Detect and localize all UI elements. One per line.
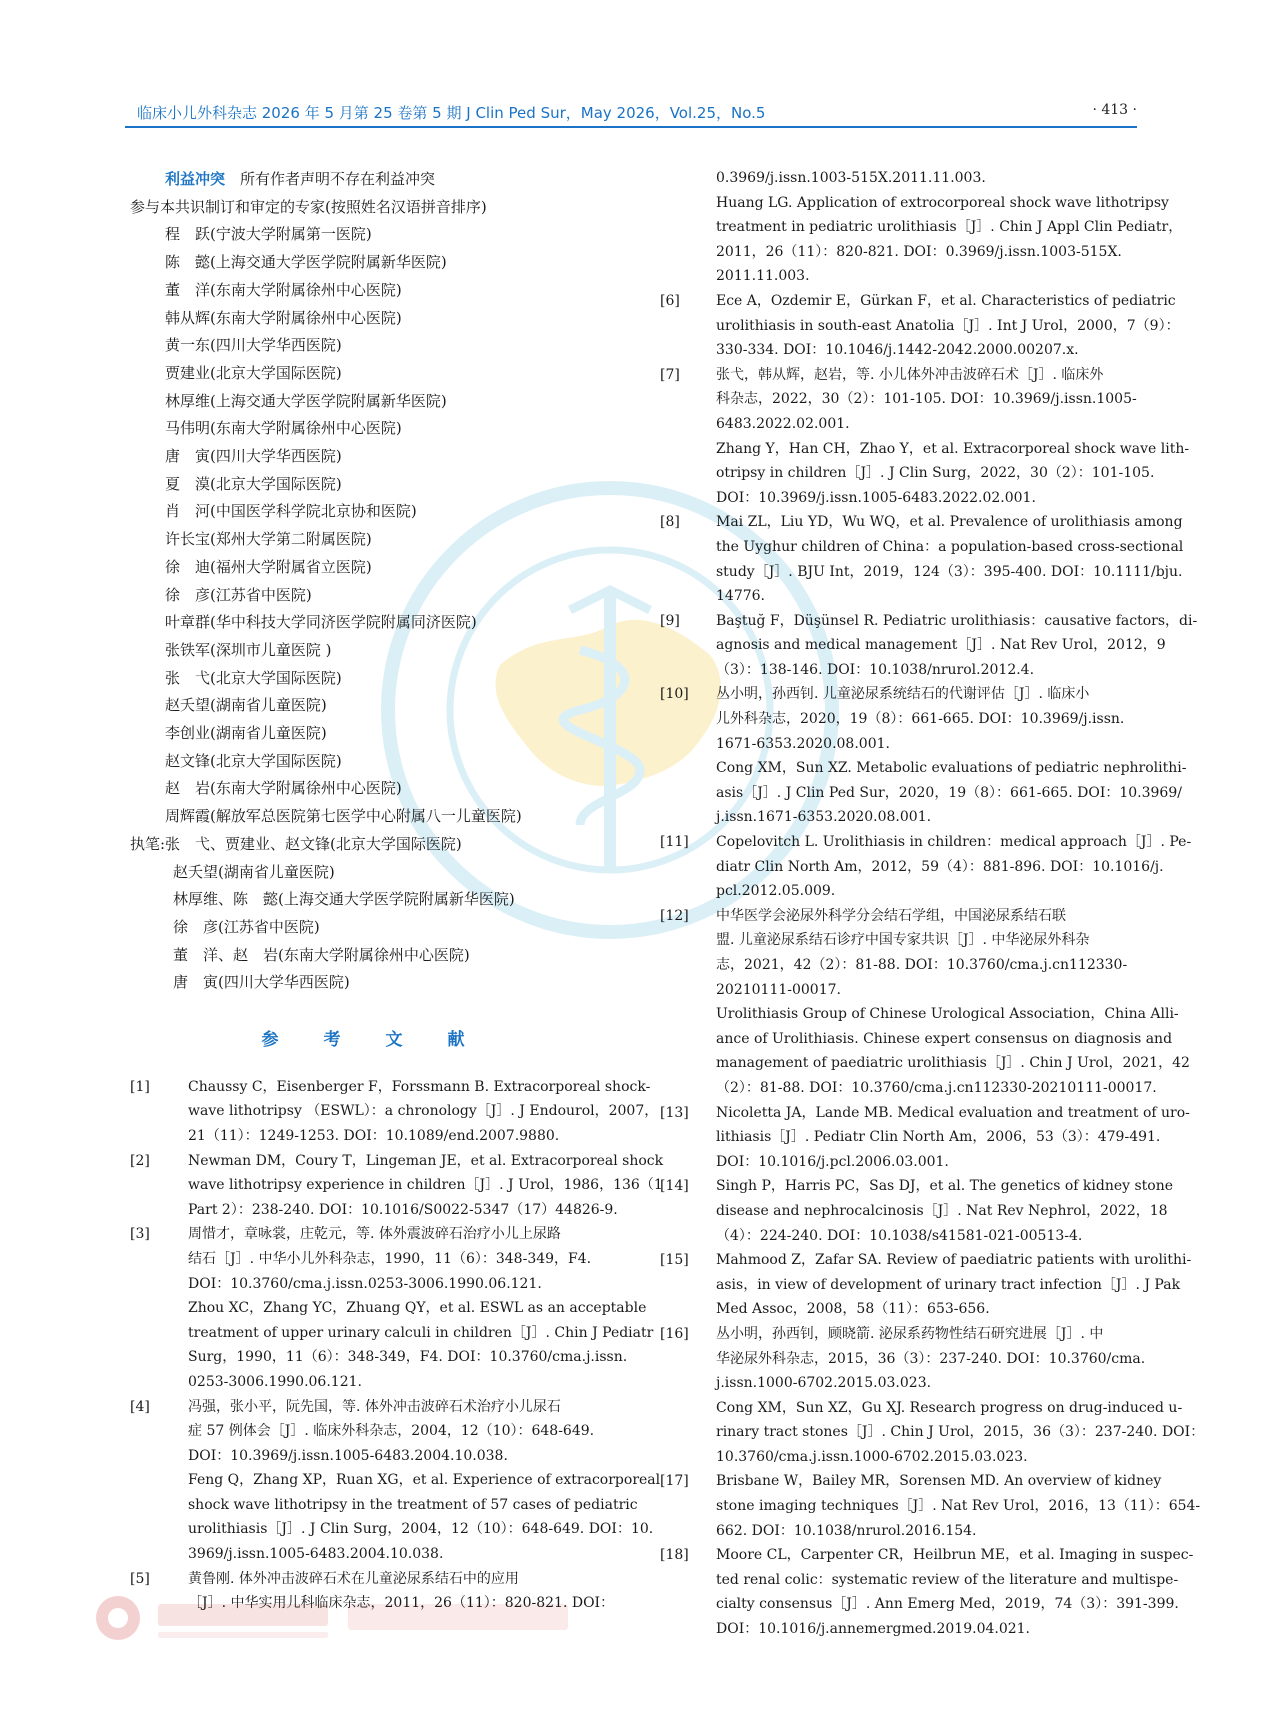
reference-line: 0253-3006.1990.06.121. [188,1373,362,1390]
expert-item: 赵夭望(湖南省儿童医院) [165,696,327,715]
executive-item: 赵夭望(湖南省儿童医院) [173,862,335,881]
reference-line: 科杂志，2022，30（2）：101-105. DOI：10.3969/j.issn.1005- [716,391,1137,408]
reference-item [660,1248,1192,1322]
reference-number: [2] [130,1152,150,1169]
expert-item: 黄一东(四川大学华西医院) [165,336,342,355]
expert-item: 马伟明(东南大学附属徐州中心医院) [165,419,402,438]
reference-line: lithiasis［J］. Pediatr Clin North Am，2006，53（3）：479-491. [716,1129,1161,1146]
expert-item: 许长宝(郑州大学第二附属医院) [165,530,372,549]
reference-line: 中华医学会泌尿外科学分会结石学组，中国泌尿系结石联 [716,907,1066,924]
page-number: · 413 · [1092,102,1137,118]
reference-item [660,1469,1201,1543]
reference-line: Brisbane W，Bailey MR，Sorensen MD. An overview of kidney [716,1473,1162,1490]
reference-line: 丛小明，孙西钊，顾晓箭. 泌尿系药物性结石研究进展［J］. 中 [716,1325,1104,1342]
expert-item: 叶章群(华中科技大学同济医学院附属同济医院) [165,613,477,632]
reference-item [660,904,1190,1101]
reference-item [660,1174,1174,1248]
reference-line: Huang LG. Application of extrocorporeal shock wave lithotripsy [716,194,1169,211]
reference-line: wave lithotripsy experience in children［J］. J Urol，1986，136（1 [188,1177,663,1194]
reference-number: [7] [660,366,680,383]
expert-item: 李创业(湖南省儿童医院) [165,724,327,743]
reference-item [130,1222,654,1394]
reference-line: Moore CL，Carpenter CR，Heilbrun ME，et al. Imaging in suspec- [716,1547,1194,1564]
conflict-text: 所有作者声明不存在利益冲突 [240,170,436,188]
reference-line: DOI：10.3969/j.issn.1005-6483.2022.02.001. [716,489,1036,506]
expert-item: 韩从辉(东南大学附属徐州中心医院) [165,308,402,327]
reference-line: urolithiasis in south-east Anatolia［J］. Int J Urol，2000，7（9）： [716,317,1180,334]
reference-number: [9] [660,612,680,629]
reference-line: Cong XM，Sun XZ. Metabolic evaluations of pediatric nephrolithi- [716,760,1187,777]
references-heading: 参 考 文 献 [261,1030,479,1051]
reference-number: [8] [660,514,680,531]
left-column [130,166,664,1616]
reference-number: [3] [130,1226,150,1243]
reference-line: DOI：10.3760/cma.j.issn.0253-3006.1990.06.121. [188,1275,542,1292]
expert-item: 周辉霞(解放军总医院第七医学中心附属八一儿童医院) [165,807,522,826]
reference-number: [4] [130,1398,150,1415]
reference-line: DOI：10.1016/j.pcl.2006.03.001. [716,1153,949,1170]
reference-line: rinary tract stones［J］. Chin J Urol，2015，36（3）：237-240. DOI： [716,1424,1205,1441]
reference-list-right [660,289,1205,1642]
reference-line: 10.3760/cma.j.issn.1000-6702.2015.03.023. [716,1448,1028,1465]
executive-first-line: 执笔:张 弋、贾建业、赵文锋(北京大学国际医院) [130,834,462,853]
reference-line: Mahmood Z，Zafar SA. Review of paediatric patients with urolithi- [716,1252,1192,1269]
reference-item [130,1395,661,1567]
reference-number: [11] [660,834,689,851]
reference-line: Urolithiasis Group of Chinese Urological Association，China Alli- [716,1006,1179,1023]
expert-list [130,221,610,830]
reference-line: 盟. 儿童泌尿系结石诊疗中国专家共识［J］. 中华泌尿外科杂 [716,932,1090,949]
reference-line: 周惜才，章咏裳，庄乾元，等. 体外震波碎石治疗小儿上尿路 [188,1226,561,1243]
reference-line: （2）：81-88. DOI：10.3760/cma.j.cn112330-20210111-00017. [716,1079,1157,1096]
reference-line: Newman DM，Coury T，Lingeman JE，et al. Extracorporeal shock [188,1152,664,1169]
reference-line: 志，2021，42（2）：81-88. DOI：10.3760/cma.j.cn112330- [716,957,1128,973]
reference-line: management of paediatric urolithiasis［J］. Chin J Urol，2021，42 [716,1055,1190,1072]
reference-item [130,1149,664,1223]
reference-line: Feng Q，Zhang XP，Ruan XG，et al. Experience of extracorporeal [188,1472,661,1489]
reference-item [660,363,1190,511]
reference-line: disease and nephrocalcinosis［J］. Nat Rev Nephrol，2022，18 [716,1202,1168,1219]
reference-line: 0.3969/j.issn.1003-515X.2011.11.003. [716,170,986,186]
reference-line: Part 2）：238-240. DOI：10.1016/S0022-5347（17）44826-9. [188,1201,618,1218]
reference-5-continuation [668,166,1183,289]
reference-number: [18] [660,1547,689,1564]
expert-item: 赵 岩(东南大学附属徐州中心医院) [165,779,402,798]
reference-line: 黄鲁刚. 体外冲击波碎石术在儿童泌尿系结石中的应用 [188,1570,519,1587]
expert-item: 张 弋(北京大学国际医院) [165,668,342,687]
reference-number: [16] [660,1325,689,1342]
reference-line: Nicoletta JA，Lande MB. Medical evaluation and treatment of uro- [716,1104,1190,1121]
reference-line: pcl.2012.05.009. [716,883,836,900]
reference-line: 14776. [716,588,765,605]
reference-item [660,289,1180,363]
reference-number: [14] [660,1178,689,1195]
reference-line: 张弋，韩从辉，赵岩，等. 小儿体外冲击波碎石术［J］. 临床外 [716,366,1104,383]
reference-line: 儿外科杂志，2020，19（8）：661-665. DOI：10.3969/j.issn. [716,711,1125,728]
reference-line: 结石［J］. 中华小儿外科杂志，1990，11（6）：348-349，F4. [188,1250,592,1267]
expert-item: 张铁军(深圳市儿童医院 ) [165,640,332,659]
reference-line: 华泌尿外科杂志，2015，36（3）：237-240. DOI：10.3760/cma. [716,1350,1146,1367]
reference-line: 20210111-00017. [716,981,841,998]
expert-item: 程 跃(宁波大学附属第一医院) [165,225,372,244]
reference-line: stone imaging techniques［J］. Nat Rev Urol，2016，13（11）：654- [716,1498,1201,1515]
reference-line: ted renal colic：systematic review of the literature and multispe- [716,1571,1179,1588]
reference-line: asis，in view of development of urinary tract infection［J］. J Pak [716,1276,1181,1293]
reference-line: Baştuğ F，Düşünsel R. Pediatric urolithiasis：causative factors，di- [716,612,1198,629]
reference-number: [17] [660,1473,689,1490]
expert-item: 赵文锋(北京大学国际医院) [165,751,342,770]
executive-item: 唐 寅(四川大学华西医院) [173,973,350,992]
reference-line: agnosis and medical management［J］. Nat Rev Urol，2012，9 [716,637,1166,654]
running-header [125,100,1137,124]
reference-line: DOI：10.1016/j.annemergmed.2019.04.021. [716,1621,1031,1638]
executive-item: 徐 彦(江苏省中医院) [173,917,320,936]
reference-line: treatment of upper urinary calculi in children［J］. Chin J Pediatr [188,1324,654,1341]
reference-line: Mai ZL，Liu YD，Wu WQ，et al. Prevalence of urolithiasis among [716,514,1183,531]
reference-line: （3）：138-146. DOI：10.1038/nrurol.2012.4. [716,661,1035,678]
reference-line: Med Assoc，2008，58（11）：653-656. [716,1301,990,1318]
reference-item [660,1322,1205,1470]
reference-line: 冯强，张小平，阮先国，等. 体外冲击波碎石术治疗小儿尿石 [188,1398,561,1415]
reference-line: 丛小明，孙西钊. 儿童泌尿系统结石的代谢评估［J］. 临床小 [716,686,1090,703]
reference-line: Cong XM，Sun XZ，Gu XJ. Research progress on drug-induced u- [716,1399,1183,1416]
expert-item: 唐 寅(四川大学华西医院) [165,447,342,466]
reference-line: 6483.2022.02.001. [716,415,850,432]
reference-line: study［J］. BJU Int，2019，124（3）：395-400. DOI：10.1111/bju. [716,563,1183,580]
reference-line: otripsy in children［J］. J Clin Surg，2022，30（2）：101-105. [716,465,1155,482]
reference-item [660,830,1192,904]
reference-number: [15] [660,1252,689,1269]
reference-line: 1671-6353.2020.08.001. [716,735,890,752]
expert-item: 夏 漠(北京大学国际医院) [165,474,342,493]
expert-item: 林厚维(上海交通大学医学院附属新华医院) [165,391,447,410]
reference-line: j.issn.1000-6702.2015.03.023. [716,1375,932,1392]
reference-line: Zhou XC，Zhang YC，Zhuang QY，et al. ESWL as an acceptable [188,1300,647,1317]
executive-item: 董 洋、赵 岩(东南大学附属徐州中心医院) [173,945,470,964]
reference-line: cialty consensus［J］. Ann Emerg Med，2019，74（3）：391-399. [716,1596,1179,1613]
expert-item: 贾建业(北京大学国际医院) [165,363,342,382]
reference-line: the Uyghur children of China：a population-based cross-sectional [716,538,1184,555]
conflict-statement [130,166,610,194]
reference-line: 3969/j.issn.1005-6483.2004.10.038. [188,1546,444,1563]
reference-item [660,609,1198,683]
reference-number: [1] [130,1078,150,1095]
expert-item: 肖 河(中国医学科学院北京协和医院) [165,502,417,521]
reference-line: Chaussy C，Eisenberger F，Forssmann B. Extracorporeal shock- [188,1078,651,1095]
reference-line: diatr Clin North Am，2012，59（4）：881-896. DOI：10.1016/j. [716,858,1164,875]
reference-number: [6] [660,292,680,309]
reference-line: 21（11）：1249-1253. DOI：10.1089/end.2007.9880. [188,1127,560,1144]
reference-line: Surg，1990，11（6）：348-349，F4. DOI：10.3760/cma.j.issn. [188,1349,628,1366]
reference-number: [12] [660,907,689,924]
reference-line: 症 57 例体会［J］. 临床外科杂志，2004，12（10）：648-649. [188,1423,595,1440]
reference-item [660,510,1184,608]
reference-line: treatment in pediatric urolithiasis［J］. Chin J Appl Clin Pediatr， [716,219,1183,236]
reference-number: [13] [660,1104,689,1121]
reference-line: ance of Urolithiasis. Chinese expert consensus on diagnosis and [716,1030,1173,1047]
reference-number: [5] [130,1570,150,1587]
reference-line: shock wave lithotripsy in the treatment of 57 cases of pediatric [188,1496,638,1513]
executive-item: 林厚维、陈 懿(上海交通大学医学院附属新华医院) [173,890,515,909]
expert-item: 徐 彦(江苏省中医院) [165,585,312,604]
reference-item [130,1567,615,1616]
reference-line: 662. DOI：10.1038/nrurol.2016.154. [716,1522,977,1539]
reference-line: Singh P，Harris PC，Sas DJ，et al. The genetics of kidney stone [716,1178,1174,1195]
expert-item: 董 洋(东南大学附属徐州中心医院) [165,280,402,299]
reference-line: asis［J］. J Clin Ped Sur，2020，19（8）：661-665. DOI：10.3969/ [716,784,1182,801]
expert-item: 陈 懿(上海交通大学医学院附属新华医院) [165,253,447,272]
reference-line: 330-334. DOI：10.1046/j.1442-2042.2000.00207.x. [716,342,1079,359]
reference-line: urolithiasis［J］. J Clin Surg，2004，12（10）：648-649. DOI：10. [188,1521,654,1538]
journal-header-text: 临床小儿外科杂志 2026 年 5 月第 25 卷第 5 期 J Clin Ped Sur，May 2026，Vol.25，No.5 [137,104,766,122]
expert-item: 徐 迪(福州大学附属省立医院) [165,557,372,576]
reference-line: j.issn.1671-6353.2020.08.001. [716,809,932,826]
header-rule [125,126,1137,128]
reference-line: DOI：10.3969/j.issn.1005-6483.2004.10.038. [188,1447,508,1464]
experts-heading: 参与本共识制订和审定的专家(按照姓名汉语拼音排序) [130,197,487,216]
reference-line: wave lithotripsy （ESWL）：a chronology［J］. J Endourol，2007， [188,1103,659,1120]
reference-item [130,1075,659,1149]
reference-list-left [130,1075,664,1616]
reference-item [660,682,1187,830]
executive-writers [130,831,610,997]
reference-line: 2011.11.003. [716,268,810,285]
reference-line: ［J］. 中华实用儿科临床杂志，2011，26（11）：820-821. DOI： [188,1595,615,1612]
reference-number: [10] [660,686,689,703]
reference-item [660,1543,1194,1641]
reference-line: Ece A，Ozdemir E，Gürkan F，et al. Characteristics of pediatric [716,292,1176,309]
conflict-label: 利益冲突 [165,170,226,188]
right-column [660,166,1205,1642]
reference-line: Zhang Y，Han CH，Zhao Y，et al. Extracorporeal shock wave lith- [716,440,1190,457]
reference-line: 2011，26（11）：820-821. DOI：0.3969/j.issn.1003-515X. [716,243,1122,260]
reference-line: Copelovitch L. Urolithiasis in children：medical approach［J］. Pe- [716,834,1192,851]
reference-item [660,1101,1190,1175]
reference-line: （4）：224-240. DOI：10.1038/s41581-021-00513-4. [716,1227,1083,1244]
